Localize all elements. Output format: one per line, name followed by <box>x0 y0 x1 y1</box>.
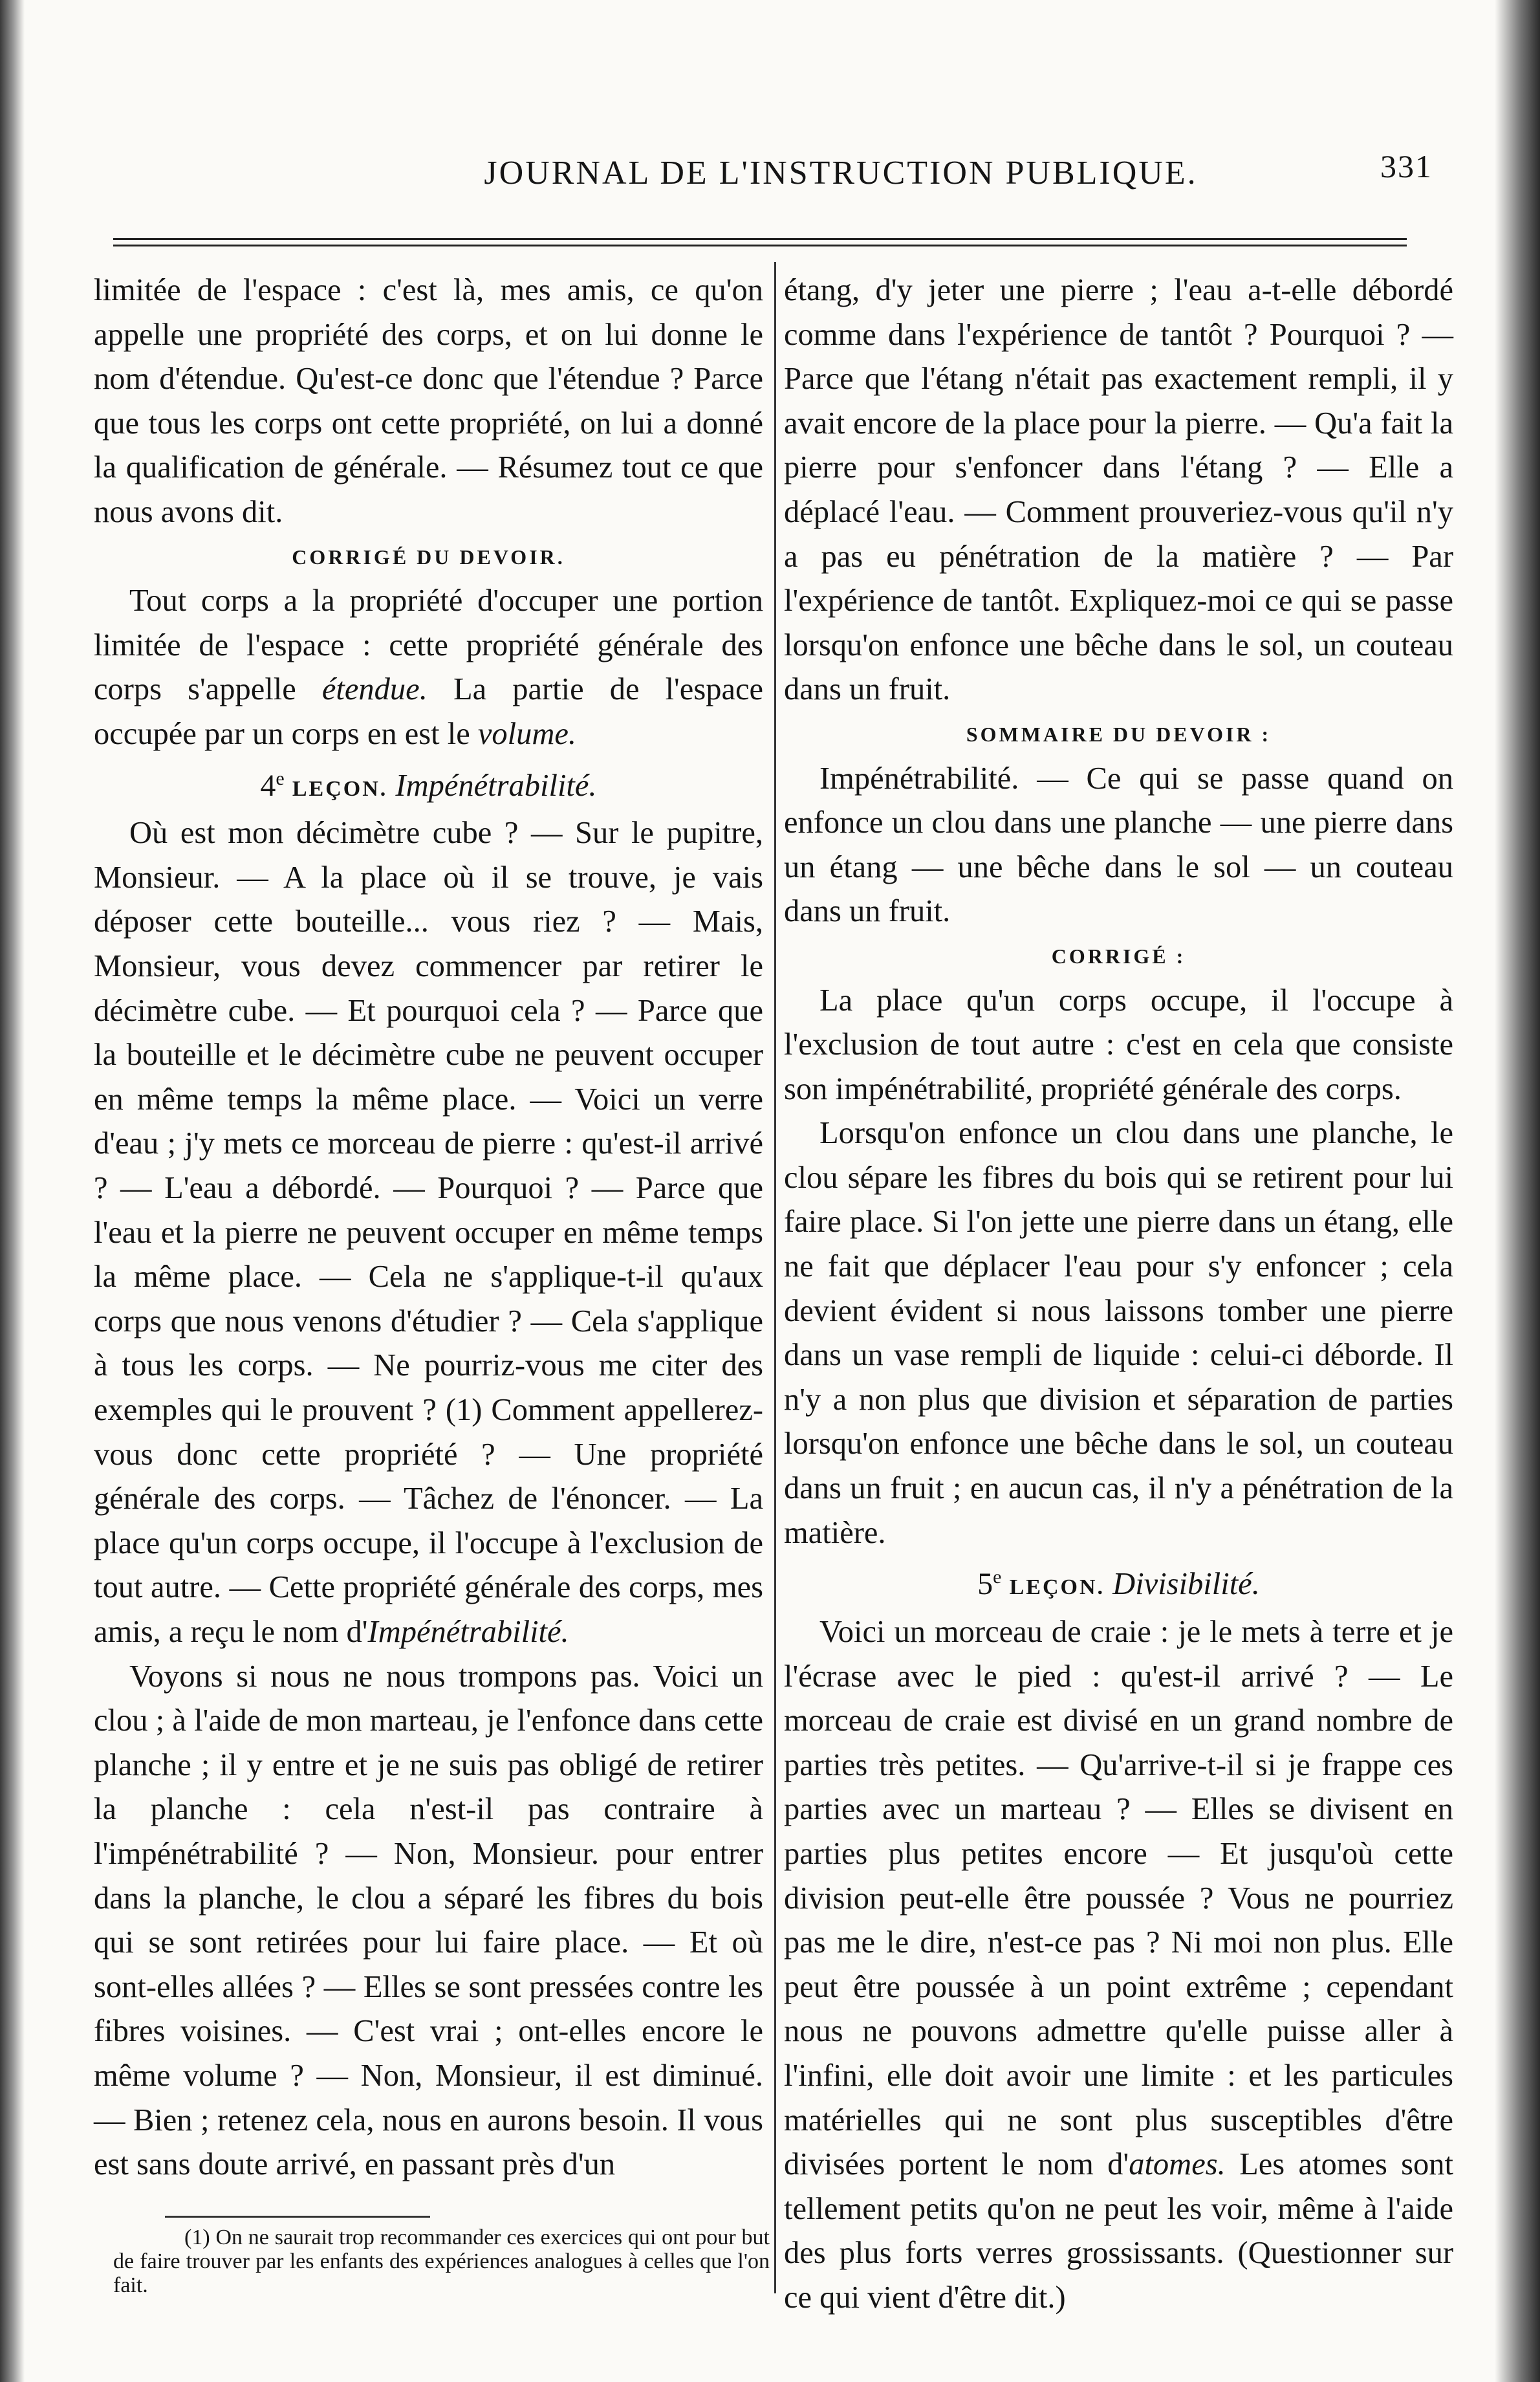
lesson-topic: Impénétrabilité. <box>395 768 597 803</box>
corrige-heading: CORRIGÉ : <box>1051 944 1186 968</box>
term-volume: volume. <box>477 716 577 751</box>
footnote-text: (1) On ne saurait trop recommander ces exercices qui ont pour but de faire trouver par les enfants des expériences analogues à celles que l'on fait. <box>113 2225 770 2297</box>
lesson-label: LEÇON. <box>292 776 388 801</box>
paragraph: La place qu'un corps occupe, il l'occupe à l'exclusion de tout autre : c'est en cela que consiste son impénétrabilité, propriété générale des corps. <box>784 983 1453 1106</box>
paragraph-text: La partie de l'espace occupée par un corps en est le <box>94 672 764 751</box>
lesson-4-title <box>94 757 763 812</box>
page-edge-shadow-left <box>0 0 25 2382</box>
lesson-number-suffix: e <box>276 767 285 789</box>
term-atomes: atomes. <box>1129 2147 1226 2182</box>
right-column <box>784 268 1453 2320</box>
sommaire-heading: SOMMAIRE DU DEVOIR : <box>966 722 1272 746</box>
paragraph-text: Voici un morceau de craie : je le mets à terre et je l'écrase avec le pied : qu'est-il arrivé ? — Le morceau de craie est divisé en un grand nombre de parties très petites. — Qu'arrive-t-il si je frappe ces parties avec un marteau ? — Elles se divisent en parties plus petites encore — Et jusqu'où cette division peut-elle être poussée ? Vous ne pourriez pas me le dire, n'est-ce pas ? Ni moi non plus. Elle peut être poussée à un point extrême ; cependant nous ne pouvons admettre qu'elle puisse aller à l'infini, elle doit avoir une limite : et les particules matérielles qui ne sont plus susceptibles d'être divisées portent le nom d' <box>784 1614 1453 2182</box>
footnote-rule <box>165 2216 430 2218</box>
paragraph: limitée de l'espace : c'est là, mes amis, ce qu'on appelle une propriété des corps, et on lui donne le nom d'étendue. Qu'est-ce donc que l'étendue ? Parce que tous les corps ont cette propriété, on lui a donné la qualification de générale. — Résumez tout ce que nous avons dit. <box>94 273 763 529</box>
page-edge-shadow-right <box>1495 0 1540 2382</box>
paragraph <box>94 579 763 756</box>
running-header <box>194 148 1433 199</box>
lesson-number-suffix: e <box>993 1566 1002 1588</box>
page-number: 331 <box>1380 148 1433 184</box>
journal-title: JOURNAL DE L'INSTRUCTION PUBLIQUE. <box>484 155 1198 191</box>
paragraph-text: Où est mon décimètre cube ? — Sur le pupitre, Monsieur. — A la place où il se trouve, je vais déposer cette bouteille... vous riez ? — Mais, Monsieur, vous devez commencer par retirer le décimètre cube. — Et pourquoi cela ? — Parce que la bouteille et le décimètre cube ne peuvent occuper en même temps la même place. — Voici un verre d'eau ; j'y mets ce morceau de pierre : qu'est-il arrivé ? — L'eau a débordé. — Pourquoi ? — Parce que l'eau et la pierre ne peuvent occuper en même temps la même place. — Cela ne s'applique-t-il qu'aux corps que nous venons d'étudier ? — Cela s'applique à tous les corps. — Ne pourriz-vous me citer des exemples qui le prouvent ? (1) Comment appellerez-vous donc cette propriété ? — Une propriété générale des corps. — Tâchez de l'énoncer. — La place qu'un corps occupe, il l'occupe à l'exclusion de tout autre. — Cette propriété générale des corps, mes amis, a reçu le nom d' <box>94 816 763 1649</box>
term-etendue: étendue. <box>321 672 428 707</box>
paragraph <box>784 1610 1453 2321</box>
header-rule-top <box>113 238 1407 240</box>
lesson-number: 4 <box>260 768 276 803</box>
lesson-5-title <box>784 1555 1453 1610</box>
term-impenetrabilite: Impénétrabilité. <box>367 1614 569 1649</box>
column-divider <box>774 262 776 2293</box>
paragraph-text: Tout corps a la propriété d'occuper une portion limitée de l'espace : cette propriété générale des corps s'appelle <box>94 584 763 707</box>
paragraph: Lorsqu'on enfonce un clou dans une planche, le clou sépare les fibres du bois qui se retirent pour lui faire place. Si l'on jette une pierre dans un étang, elle ne fait que déplacer l'eau pour s'y enfoncer ; cela devient évident si nous laissons tomber une pierre dans un vase rempli de liquide : celui-ci déborde. Il n'y a non plus que division et séparation de parties lorsqu'on enfonce une bêche dans le sol, un couteau dans un fruit ; en aucun cas, il n'y a pénétration de la matière. <box>784 1116 1453 1550</box>
paragraph: Impénétrabilité. — Ce qui se passe quand on enfonce un clou dans une planche — une pierre dans un étang — une bêche dans le sol — un couteau dans un fruit. <box>784 761 1453 929</box>
lesson-number: 5 <box>977 1567 993 1602</box>
corrige-heading: CORRIGÉ DU DEVOIR. <box>292 545 565 569</box>
lesson-topic: Divisibilité. <box>1112 1567 1260 1602</box>
header-rule-bottom <box>113 245 1407 246</box>
lesson-label: LEÇON. <box>1009 1575 1105 1600</box>
left-column <box>94 268 763 2187</box>
footnote <box>113 2225 770 2297</box>
paragraph: étang, d'y jeter une pierre ; l'eau a-t-elle débordé comme dans l'expérience de tantôt ? Pourquoi ? — Parce que l'étang n'était pas exactement rempli, il y avait encore de la place pour la pierre. — Qu'a fait la pierre pour s'enfoncer dans l'étang ? — Elle a déplacé l'eau. — Comment prouveriez-vous qu'il n'y a pas eu pénétration de la matière ? — Par l'expérience de tantôt. Expliquez-moi ce qui se passe lorsqu'on enfonce une bêche dans le sol, un couteau dans un fruit. <box>784 273 1453 707</box>
paragraph <box>94 811 763 1654</box>
paragraph: Voyons si nous ne nous trompons pas. Voici un clou ; à l'aide de mon marteau, je l'enfonce dans cette planche ; il y entre et je ne suis pas obligé de retirer la planche : cela n'est-il pas contraire à l'impénétrabilité ? — Non, Monsieur. pour entrer dans la planche, le clou a séparé les fibres du bois qui se sont retirées pour lui faire place. — Et où sont-elles allées ? — Elles se sont pressées contre les fibres voisines. — C'est vrai ; ont-elles encore le même volume ? — Non, Monsieur, il est diminué. — Bien ; retenez cela, nous en aurons besoin. Il vous est sans doute arrivé, en passant près d'un <box>94 1659 763 2182</box>
paragraph-text: Les atomes sont tellement petits qu'on ne peut les voir, même à l'aide des plus forts verres grossissants. (Questionner sur ce qui vient d'être dit.) <box>784 2147 1454 2315</box>
